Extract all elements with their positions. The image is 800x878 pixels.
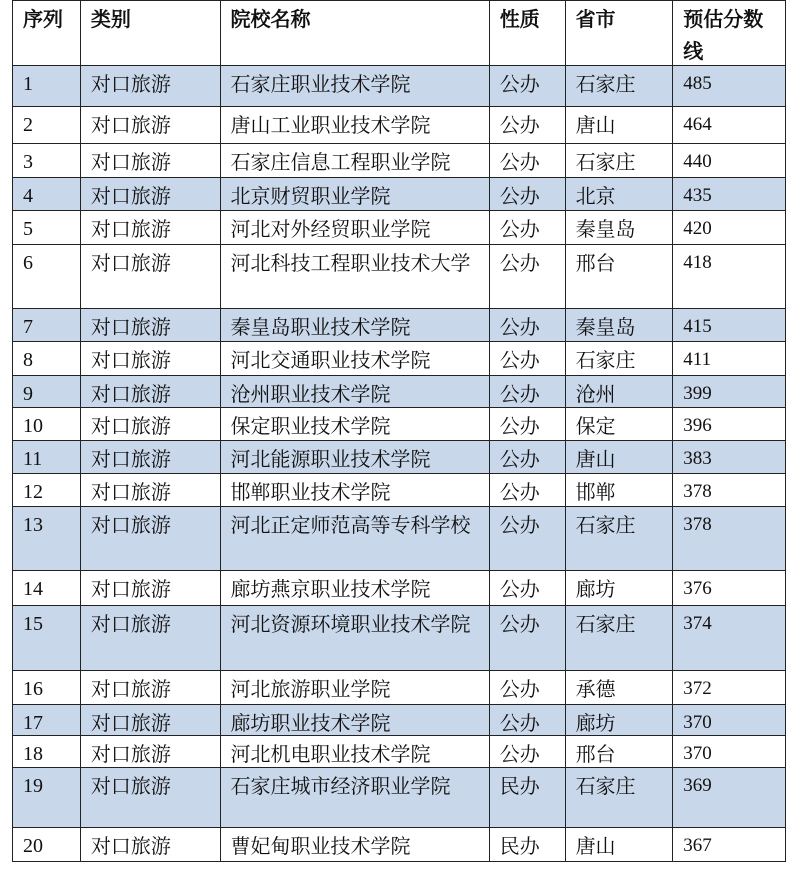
cell-category: 对口旅游: [81, 408, 221, 440]
cell-nature: 公办: [490, 376, 566, 407]
cell-nature: 公办: [490, 441, 566, 473]
cell-school: 保定职业技术学院: [221, 408, 490, 440]
cell-score: 435: [683, 185, 712, 206]
cell-city: 北京: [566, 178, 674, 210]
cell-seq: 1: [13, 66, 81, 106]
cell-seq: 3: [13, 144, 81, 177]
score-table: [12, 0, 786, 862]
cell-school: 邯郸职业技术学院: [221, 474, 490, 506]
table-row: [12, 144, 786, 178]
cell-nature: 公办: [490, 671, 566, 704]
table-header: [12, 0, 786, 66]
cell-nature: 公办: [490, 705, 566, 735]
cell-score: 383: [683, 448, 712, 469]
cell-seq: 15: [13, 606, 81, 670]
cell-nature: 民办: [490, 768, 566, 827]
table-row: [12, 606, 786, 671]
header-seq: 序列: [13, 1, 81, 65]
cell-category: 对口旅游: [81, 736, 221, 767]
cell-category: 对口旅游: [81, 507, 221, 570]
cell-city: 承德: [566, 671, 674, 704]
cell-score: 420: [683, 218, 712, 239]
cell-school: 北京财贸职业学院: [221, 178, 490, 210]
cell-nature: 公办: [490, 107, 566, 143]
cell-score: 370: [683, 743, 712, 764]
cell-nature: 公办: [490, 178, 566, 210]
cell-score: 440: [683, 151, 712, 172]
cell-score: 415: [683, 316, 712, 337]
cell-seq: 12: [13, 474, 81, 506]
cell-nature: 公办: [490, 144, 566, 177]
cell-school: 石家庄城市经济职业学院: [221, 768, 490, 827]
cell-city: 石家庄: [566, 768, 674, 827]
table-row: [12, 474, 786, 507]
cell-category: 对口旅游: [81, 211, 221, 244]
cell-seq: 11: [13, 441, 81, 473]
cell-city: 唐山: [566, 441, 674, 473]
cell-score: 464: [683, 114, 712, 135]
cell-school: 廊坊燕京职业技术学院: [221, 571, 490, 605]
cell-seq: 16: [13, 671, 81, 704]
cell-nature: 公办: [490, 309, 566, 341]
cell-school: 河北资源环境职业技术学院: [221, 606, 490, 670]
cell-nature: 公办: [490, 408, 566, 440]
cell-score: 378: [683, 481, 712, 502]
cell-category: 对口旅游: [81, 571, 221, 605]
cell-city: 廊坊: [566, 705, 674, 735]
cell-seq: 7: [13, 309, 81, 341]
cell-category: 对口旅游: [81, 441, 221, 473]
table-row: [12, 211, 786, 245]
cell-category: 对口旅游: [81, 768, 221, 827]
cell-score: 378: [683, 514, 712, 535]
cell-nature: 公办: [490, 736, 566, 767]
cell-category: 对口旅游: [81, 474, 221, 506]
cell-school: 沧州职业技术学院: [221, 376, 490, 407]
table-row: [12, 376, 786, 408]
cell-city: 邢台: [566, 245, 674, 308]
cell-category: 对口旅游: [81, 342, 221, 375]
table-row: [12, 408, 786, 441]
table-row: [12, 705, 786, 736]
cell-score: 396: [683, 415, 712, 436]
cell-score: 399: [683, 383, 712, 404]
cell-seq: 4: [13, 178, 81, 210]
table-row: [12, 66, 786, 107]
cell-city: 石家庄: [566, 342, 674, 375]
cell-category: 对口旅游: [81, 705, 221, 735]
table-row: [12, 441, 786, 474]
cell-school: 秦皇岛职业技术学院: [221, 309, 490, 341]
cell-school: 河北科技工程职业技术大学: [221, 245, 490, 308]
cell-school: 廊坊职业技术学院: [221, 705, 490, 735]
cell-seq: 13: [13, 507, 81, 570]
header-school: 院校名称: [221, 1, 490, 65]
cell-category: 对口旅游: [81, 144, 221, 177]
cell-category: 对口旅游: [81, 66, 221, 106]
cell-score: 418: [683, 252, 712, 273]
cell-nature: 公办: [490, 571, 566, 605]
cell-category: 对口旅游: [81, 309, 221, 341]
cell-score: 367: [683, 835, 712, 856]
table-row: [12, 342, 786, 376]
cell-nature: 公办: [490, 211, 566, 244]
header-category: 类别: [81, 1, 221, 65]
cell-nature: 公办: [490, 245, 566, 308]
cell-school: 河北交通职业技术学院: [221, 342, 490, 375]
cell-city: 唐山: [566, 828, 674, 861]
cell-seq: 8: [13, 342, 81, 375]
header-score: 预估分数线: [683, 7, 764, 63]
cell-seq: 17: [13, 705, 81, 735]
cell-score: 370: [683, 712, 712, 733]
table-row: [12, 571, 786, 606]
cell-city: 沧州: [566, 376, 674, 407]
cell-school: 河北对外经贸职业学院: [221, 211, 490, 244]
cell-seq: 10: [13, 408, 81, 440]
cell-seq: 20: [13, 828, 81, 861]
header-nature: 性质: [490, 1, 566, 65]
cell-city: 秦皇岛: [566, 211, 674, 244]
table-row: [12, 671, 786, 705]
cell-seq: 19: [13, 768, 81, 827]
table-row: [12, 736, 786, 768]
cell-city: 石家庄: [566, 606, 674, 670]
cell-school: 曹妃甸职业技术学院: [221, 828, 490, 861]
cell-seq: 18: [13, 736, 81, 767]
table-row: [12, 309, 786, 342]
cell-score: 411: [683, 349, 712, 370]
header-city: 省市: [566, 1, 674, 65]
cell-nature: 公办: [490, 66, 566, 106]
cell-category: 对口旅游: [81, 178, 221, 210]
cell-nature: 公办: [490, 507, 566, 570]
cell-seq: 2: [13, 107, 81, 143]
cell-nature: 公办: [490, 474, 566, 506]
cell-seq: 5: [13, 211, 81, 244]
cell-city: 石家庄: [566, 507, 674, 570]
cell-category: 对口旅游: [81, 245, 221, 308]
table-row: [12, 768, 786, 828]
table-row: [12, 828, 786, 862]
cell-city: 邯郸: [566, 474, 674, 506]
cell-seq: 9: [13, 376, 81, 407]
cell-city: 石家庄: [566, 66, 674, 106]
cell-city: 邢台: [566, 736, 674, 767]
cell-seq: 6: [13, 245, 81, 308]
cell-category: 对口旅游: [81, 376, 221, 407]
cell-school: 河北机电职业技术学院: [221, 736, 490, 767]
cell-city: 秦皇岛: [566, 309, 674, 341]
cell-school: 唐山工业职业技术学院: [221, 107, 490, 143]
cell-category: 对口旅游: [81, 107, 221, 143]
table-row: [12, 507, 786, 571]
table-row: [12, 245, 786, 309]
cell-school: 河北旅游职业学院: [221, 671, 490, 704]
cell-category: 对口旅游: [81, 606, 221, 670]
cell-school: 河北能源职业技术学院: [221, 441, 490, 473]
cell-nature: 公办: [490, 342, 566, 375]
cell-school: 石家庄职业技术学院: [221, 66, 490, 106]
cell-nature: 公办: [490, 606, 566, 670]
cell-city: 廊坊: [566, 571, 674, 605]
cell-nature: 民办: [490, 828, 566, 861]
cell-score: 374: [683, 613, 712, 634]
cell-city: 唐山: [566, 107, 674, 143]
cell-city: 石家庄: [566, 144, 674, 177]
cell-seq: 14: [13, 571, 81, 605]
cell-score: 376: [683, 578, 712, 599]
cell-score: 372: [683, 678, 712, 699]
table-row: [12, 107, 786, 144]
cell-category: 对口旅游: [81, 671, 221, 704]
table-row: [12, 178, 786, 211]
cell-score: 485: [683, 73, 712, 94]
cell-school: 河北正定师范高等专科学校: [221, 507, 490, 570]
cell-school: 石家庄信息工程职业学院: [221, 144, 490, 177]
cell-score: 369: [683, 775, 712, 796]
cell-category: 对口旅游: [81, 828, 221, 861]
cell-city: 保定: [566, 408, 674, 440]
